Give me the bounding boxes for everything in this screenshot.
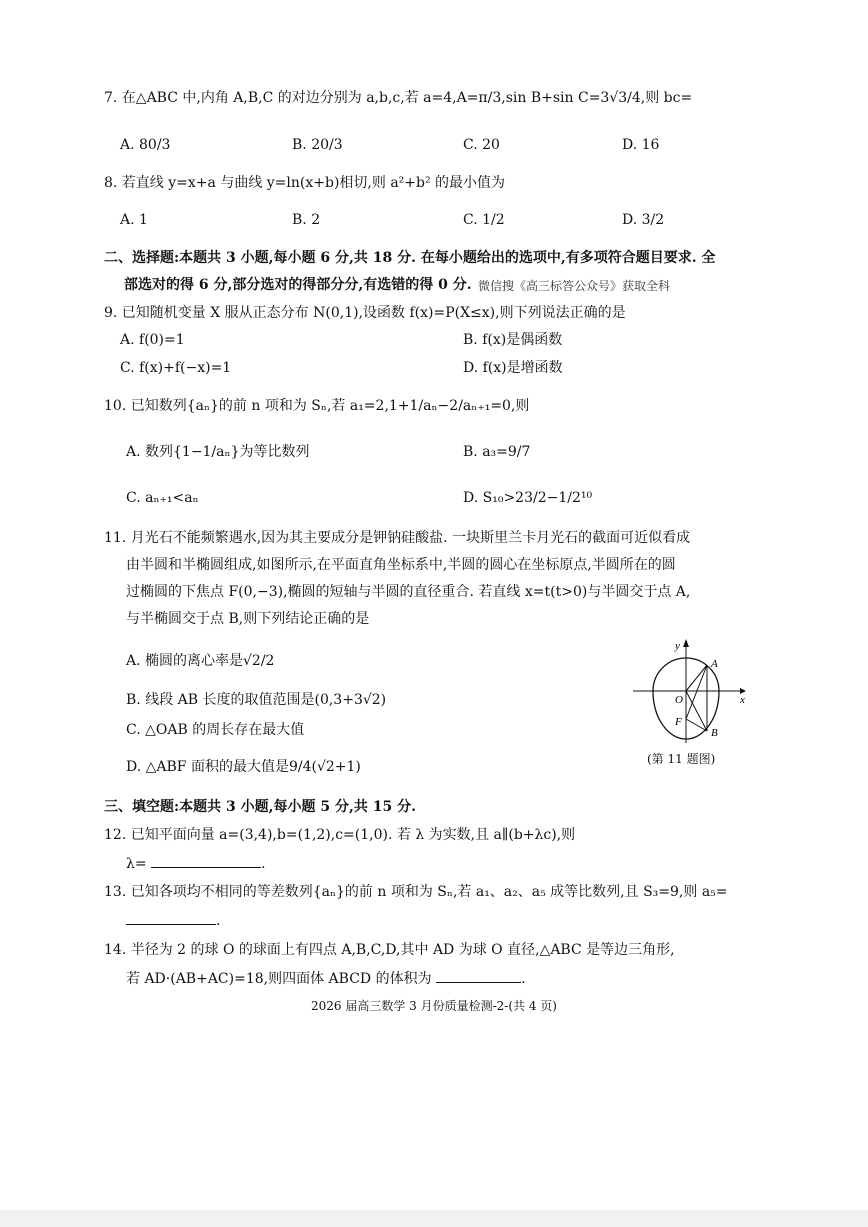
q12-answer-line: λ= . xyxy=(126,853,266,874)
fig-label-b: B xyxy=(711,727,718,739)
line-q10a: A. 数列{1−1/aₙ}为等比数列 xyxy=(126,444,310,460)
line-q11ob: B. 线段 AB 长度的取值范围是(0,3+3√2) xyxy=(126,692,387,708)
q12-blank[interactable] xyxy=(151,853,261,868)
line-q11d: 与半椭圆交于点 B,则下列结论正确的是 xyxy=(126,611,370,627)
line-q11oc: C. △OAB 的周长存在最大值 xyxy=(126,722,305,738)
line-q11a: 11. 月光石不能频繁遇水,因为其主要成分是钾钠硅酸盐. 一块斯里兰卡月光石的截面可近似看成 xyxy=(104,530,691,546)
fig-label-a: A xyxy=(711,658,718,670)
line-q11c: 过椭圆的下焦点 F(0,−3),椭圆的短轴与半圆的直径重合. 若直线 x=t(t>0)与半圆交于点 A, xyxy=(126,584,691,600)
line-q7a: A. 80/3 xyxy=(120,137,171,153)
line-q9d: D. f(x)是增函数 xyxy=(463,360,563,376)
q13-answer-line: . xyxy=(126,910,220,931)
q12-lambda: λ= xyxy=(126,856,147,872)
line-q7b: B. 20/3 xyxy=(292,137,343,153)
line-q7c: C. 20 xyxy=(463,137,500,153)
fig-label-o: O xyxy=(675,694,683,706)
line-s2b: 部选对的得 6 分,部分选对的得部分分,有选错的得 0 分. xyxy=(124,277,472,293)
line-q10d: D. S₁₀>23/2−1/2¹⁰ xyxy=(463,490,593,506)
line-q9: 9. 已知随机变量 X 服从正态分布 N(0,1),设函数 f(x)=P(X≤x),则下列说法正确的是 xyxy=(104,305,626,321)
bottom-bar xyxy=(0,1210,868,1227)
q13-blank[interactable] xyxy=(126,910,216,925)
line-q10: 10. 已知数列{aₙ}的前 n 项和为 Sₙ,若 a₁=2,1+1/aₙ−2/aₙ₊₁=0,则 xyxy=(104,398,530,414)
line-q12a: 12. 已知平面向量 a=(3,4),b=(1,2),c=(1,0). 若 λ 为实数,且 a∥(b+λc),则 xyxy=(104,827,576,843)
line-q11od: D. △ABF 面积的最大值是9/4(√2+1) xyxy=(126,759,361,775)
line-s2a: 二、选择题:本题共 3 小题,每小题 6 分,共 18 分. 在每小题给出的选项中,有多项符合题目要求. 全 xyxy=(104,250,716,266)
line-q11oa: A. 椭圆的离心率是√2/2 xyxy=(126,653,275,669)
line-q10b: B. a₃=9/7 xyxy=(463,444,531,460)
line-q9b: B. f(x)是偶函数 xyxy=(463,332,563,348)
line-q8a: A. 1 xyxy=(120,212,148,228)
line-q8d: D. 3/2 xyxy=(622,212,665,228)
q14-blank[interactable] xyxy=(436,968,521,983)
line-q8b: B. 2 xyxy=(292,212,321,228)
q14-answer-line: 若 AD·(AB+AC)=18,则四面体 ABCD 的体积为 . xyxy=(126,968,526,989)
fig-label-y: y xyxy=(675,640,680,652)
line-s3: 三、填空题:本题共 3 小题,每小题 5 分,共 15 分. xyxy=(104,799,416,815)
line-q11b: 由半圆和半椭圆组成,如图所示,在平面直角坐标系中,半圆的圆心在坐标原点,半圆所在的圆 xyxy=(126,557,676,573)
figure-caption: (第 11 题图) xyxy=(647,752,716,766)
line-q9a: A. f(0)=1 xyxy=(120,332,185,348)
fig-label-x: x xyxy=(740,694,745,706)
fig-label-f: F xyxy=(675,716,682,728)
line-q10c: C. aₙ₊₁<aₙ xyxy=(126,490,199,506)
watermark-text: 微信搜《高三标答公众号》获取全科 xyxy=(478,279,671,293)
line-q13a: 13. 已知各项均不相同的等差数列{aₙ}的前 n 项和为 Sₙ,若 a₁、a₂、a₅ 成等比数列,且 S₃=9,则 a₅= xyxy=(104,884,728,900)
line-q8: 8. 若直线 y=x+a 与曲线 y=ln(x+b)相切,则 a²+b² 的最小值为 xyxy=(104,175,506,191)
page-footer: 2026 届高三数学 3 月份质量检测-2-(共 4 页) xyxy=(311,999,557,1013)
line-q7: 7. 在△ABC 中,内角 A,B,C 的对边分别为 a,b,c,若 a=4,A=π/3,sin B+sin C=3√3/4,则 bc= xyxy=(104,90,693,106)
line-q8c: C. 1/2 xyxy=(463,212,505,228)
line-q9c: C. f(x)+f(−x)=1 xyxy=(120,360,232,376)
line-q7d: D. 16 xyxy=(622,137,660,153)
q14-text: 若 AD·(AB+AC)=18,则四面体 ABCD 的体积为 xyxy=(126,971,432,987)
line-q14a: 14. 半径为 2 的球 O 的球面上有四点 A,B,C,D,其中 AD 为球 O 直径,△ABC 是等边三角形, xyxy=(104,942,675,958)
q11-figure xyxy=(628,635,748,747)
